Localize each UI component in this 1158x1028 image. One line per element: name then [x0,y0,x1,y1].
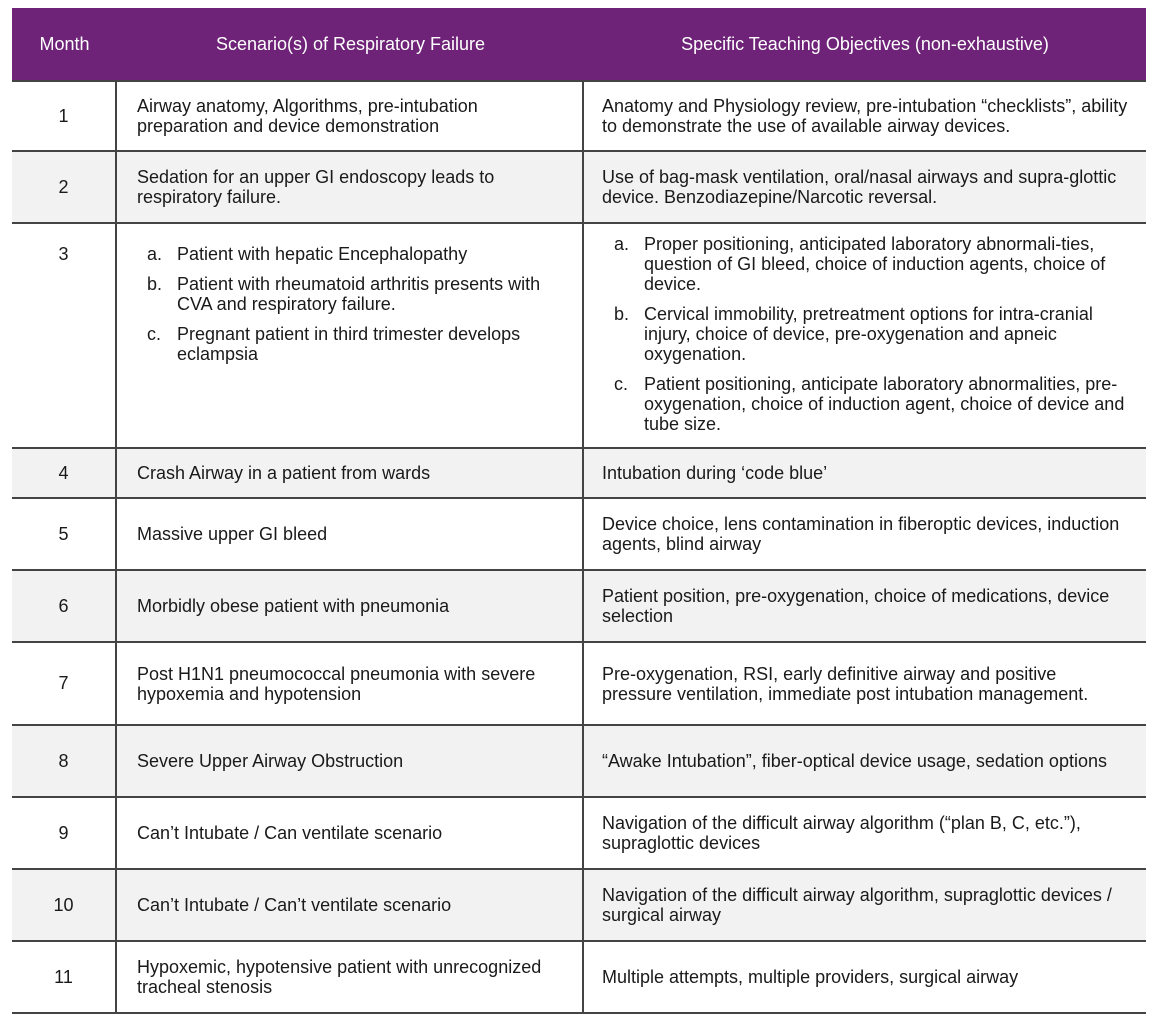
scenario-cell: Can’t Intubate / Can’t ventilate scenario [117,870,584,940]
objectives-cell: Pre-oxygenation, RSI, early definitive airway and positive pressure ventilation, immediate post intubation management. [602,663,1089,704]
scenario-cell: Airway anatomy, Algorithms, pre-intubation preparation and device demonstration [117,82,584,150]
scenario-cell: Hypoxemic, hypotensive patient with unrecognized tracheal stenosis [117,942,584,1012]
month-cell: 5 [12,499,117,569]
table-row [12,643,1146,726]
list-text: Cervical immobility, pretreatment options for intra-cranial injury, choice of device, pre-oxygenation and apneic oxygenation. [644,304,1093,364]
list-text: Patient with hepatic Encephalopathy [177,244,468,264]
objectives-cell [584,224,1146,447]
objectives-cell: Intubation during ‘code blue’ [602,463,828,483]
table-row [12,870,1146,942]
objectives-cell: Patient position, pre-oxygenation, choice of medications, device selection [602,586,1110,626]
list-letter: b. [147,274,163,294]
teaching-table [12,8,1146,1014]
list-letter: c. [147,324,162,344]
table-row [12,80,1146,152]
list-item [602,234,1128,294]
header-month: Month [39,33,90,54]
month-cell: 8 [12,726,117,796]
month-cell: 6 [12,571,117,641]
scenario-cell: Sedation for an upper GI endoscopy leads to respiratory failure. [117,152,584,222]
month-cell: 10 [12,870,117,940]
table-row [12,499,1146,571]
month-cell: 2 [12,152,117,222]
objectives-cell: Multiple attempts, multiple providers, surgical airway [602,967,1019,987]
objectives-cell: Use of bag-mask ventilation, oral/nasal airways and supra-glottic device. Benzodiazepine/Narcotic reversal. [602,167,1117,207]
list-item [137,244,570,264]
scenario-cell: Can’t Intubate / Can ventilate scenario [117,798,584,868]
scenario-cell [117,224,584,447]
list-letter: b. [614,304,630,324]
scenario-cell: Post H1N1 pneumococcal pneumonia with severe hypoxemia and hypotension [117,643,584,724]
scenario-cell: Severe Upper Airway Obstruction [117,726,584,796]
scenario-cell: Massive upper GI bleed [117,499,584,569]
table-row [12,449,1146,499]
objectives-cell: Device choice, lens contamination in fiberoptic devices, induction agents, blind airway [602,514,1120,554]
month-cell: 9 [12,798,117,868]
list-text: Patient positioning, anticipate laboratory abnormalities, pre-oxygenation, choice of induction agent, choice of device and tube size. [644,374,1125,434]
table-row [12,224,1146,449]
table-row [12,571,1146,643]
table-header [12,8,1146,80]
list-item [137,324,570,364]
objectives-cell: Navigation of the difficult airway algorithm, supraglottic devices / surgical airway [602,885,1112,925]
list-item [137,274,570,314]
table-row [12,726,1146,798]
objectives-cell: Anatomy and Physiology review, pre-intubation “checklists”, ability to demonstrate the use of available airway devices. [602,96,1128,136]
list-text: Pregnant patient in third trimester develops eclampsia [177,324,521,364]
list-letter: a. [614,234,630,254]
month-cell: 11 [12,942,117,1012]
list-text: Patient with rheumatoid arthritis presents with CVA and respiratory failure. [177,274,541,314]
table-row [12,152,1146,224]
list-letter: c. [614,374,629,394]
objectives-list [602,234,1128,444]
scenario-cell: Morbidly obese patient with pneumonia [117,571,584,641]
month-cell: 1 [12,82,117,150]
scenario-list [137,244,570,374]
header-objectives: Specific Teaching Objectives (non-exhaustive) [681,34,1049,54]
month-cell: 3 [12,224,117,447]
list-item [602,374,1128,434]
objectives-cell: Navigation of the difficult airway algorithm (“plan B, C, etc.”), supraglottic devices [602,813,1081,853]
list-letter: a. [147,244,163,264]
list-text: Proper positioning, anticipated laboratory abnormali-ties, question of GI bleed, choice of induction agents, choice of device. [644,234,1106,294]
scenario-cell: Crash Airway in a patient from wards [117,449,584,497]
month-cell: 7 [12,643,117,724]
list-item [602,304,1128,364]
month-cell: 4 [12,449,117,497]
table-row [12,942,1146,1014]
objectives-cell: “Awake Intubation”, fiber-optical device usage, sedation options [602,751,1107,771]
header-scenario: Scenario(s) of Respiratory Failure [215,34,486,54]
table-row [12,798,1146,870]
